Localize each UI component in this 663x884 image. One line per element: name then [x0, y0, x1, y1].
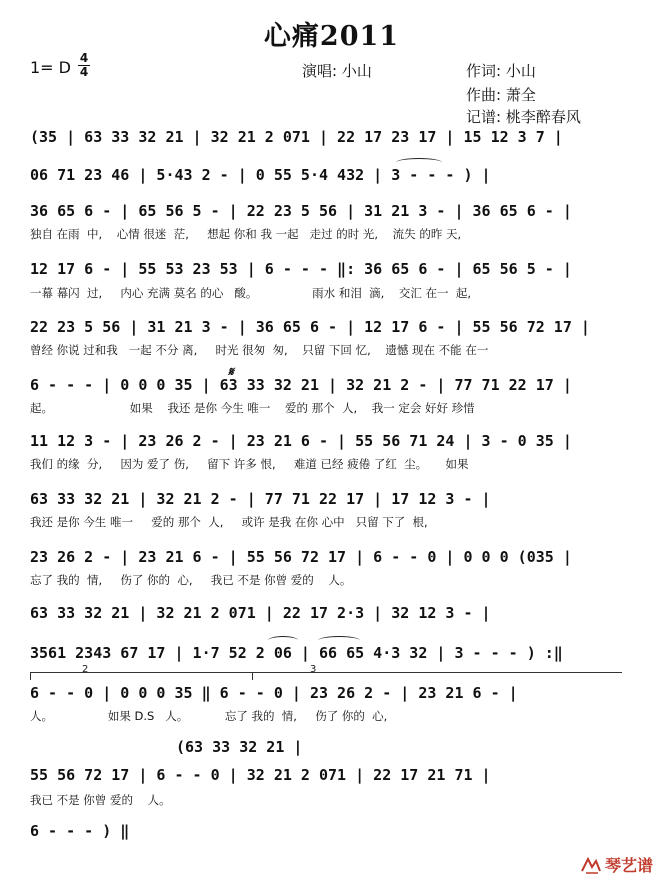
transcriber-credit: 记谱: 桃李醉春风	[466, 108, 581, 126]
score-title: 心痛2011	[263, 21, 400, 52]
system-14-lyrics	[30, 792, 171, 810]
ending-3-bracket	[252, 672, 253, 680]
system-3-notes	[30, 202, 572, 224]
system-12-lyrics-text: 人。 如果 D.S 人。 忘了 我的 情, 伤了 你的 心,	[30, 709, 388, 723]
system-8-lyrics	[30, 514, 428, 532]
system-6-notes-text: 6 - - - | 0 0 0 35 | 63 33 32 21 | 32 21 2 - | 77 71 22 17 |	[30, 376, 572, 394]
system-7-notes-text: 11 12 3 - | 23 26 2 - | 23 21 6 - | 55 56 71 24 | 3 - 0 35 |	[30, 432, 572, 450]
system-14-lyrics-text: 我已 不是 你曾 爱的 人。	[30, 793, 171, 807]
system-2-notes-text: 06 71 23 46 | 5·43 2 - | 0 55 5·4 432 | 3 - - - ) |	[30, 166, 491, 184]
system-3-notes-text: 36 65 6 - | 65 56 5 - | 22 23 5 56 | 31 21 3 - | 36 65 6 - |	[30, 202, 572, 220]
system-6-lyrics	[30, 400, 475, 418]
system-9-lyrics	[30, 572, 351, 590]
system-9-lyrics-text: 忘了 我的 情, 伤了 你的 心, 我已 不是 你曾 爱的 人。	[30, 573, 352, 587]
system-5-lyrics-text: 曾经 你说 过和我 一起 不分 离, 时光 很匆 匆, 只留 下回 忆, 遗憾 现在 不能 在一	[30, 343, 489, 357]
system-6-notes	[30, 376, 572, 398]
system-4-notes	[30, 260, 572, 282]
watermark-text: 琴艺谱	[604, 856, 653, 875]
time-signature-top: 4	[79, 51, 89, 65]
system-1-notes	[30, 128, 563, 150]
system-8-notes	[30, 490, 491, 512]
system-5-notes-text: 22 23 5 56 | 31 21 3 - | 36 65 6 - | 12 17 6 - | 55 56 72 17 |	[30, 318, 590, 336]
system-11-notes	[30, 644, 563, 666]
system-13-notes	[176, 738, 302, 760]
system-15-notes	[30, 822, 129, 844]
segno-sign: 𝄋	[228, 365, 234, 380]
ending-2-label: 2	[82, 664, 89, 675]
system-9-notes-text: 23 26 2 - | 23 21 6 - | 55 56 72 17 | 6 - - 0 | 0 0 0 (035 |	[30, 548, 572, 566]
tie-arc	[396, 158, 442, 167]
system-7-notes	[30, 432, 572, 454]
system-9-notes	[30, 548, 572, 570]
system-15-notes-text: 6 - - - ) ‖	[30, 822, 130, 840]
system-13-notes-text: (63 33 32 21 |	[176, 738, 303, 756]
system-14-notes-text: 55 56 72 17 | 6 - - 0 | 32 21 2 071 | 22 17 21 71 |	[30, 766, 491, 784]
key-signature: 1= D	[30, 58, 71, 77]
system-4-lyrics-text: 一幕 幕闪 过, 内心 充满 莫名 的心 酸。 雨水 和泪 滴, 交汇 在一 起,	[30, 286, 472, 300]
system-8-notes-text: 63 33 32 21 | 32 21 2 - | 77 71 22 17 | 17 12 3 - |	[30, 490, 491, 508]
time-signature-bottom: 4	[79, 65, 89, 79]
ending-3-label: 3	[310, 664, 317, 675]
ending-1-bracket	[30, 672, 31, 680]
system-4-lyrics	[30, 285, 471, 303]
system-12-notes-text: 6 - - 0 | 0 0 0 35 ‖ 6 - - 0 | 23 26 2 - | 23 21 6 - |	[30, 684, 518, 702]
system-11-notes-text: 3561 2343 67 17 | 1·7 52 2 06 | 66 65 4·3 32 | 3 - - - ) :‖	[30, 644, 563, 662]
system-14-notes	[30, 766, 491, 788]
system-5-lyrics	[30, 342, 488, 360]
system-12-lyrics	[30, 708, 387, 726]
system-1-notes-text: (35 | 63 33 32 21 | 32 21 2 071 | 22 17 23 17 | 15 12 3 7 |	[30, 128, 563, 146]
system-7-lyrics	[30, 456, 468, 474]
ending-1-line	[30, 672, 275, 673]
system-5-notes	[30, 318, 590, 340]
lyricist-credit: 作词: 小山	[466, 62, 536, 80]
watermark	[580, 853, 653, 876]
system-8-lyrics-text: 我还 是你 今生 唯一 爱的 那个 人, 或许 是我 在你 心中 只留 下了 根,	[30, 515, 428, 529]
piano-logo-icon	[580, 855, 602, 875]
system-3-lyrics	[30, 226, 461, 244]
ending-3-line	[252, 672, 622, 673]
system-6-lyrics-text: 起。 如果 我还 是你 今生 唯一 爱的 那个 人, 我一 定会 好好 珍惜	[30, 401, 475, 415]
system-4-notes-text: 12 17 6 - | 55 53 23 53 | 6 - - - ‖: 36 65 6 - | 65 56 5 - |	[30, 260, 572, 278]
system-2-notes	[30, 166, 491, 188]
composer-credit: 作曲: 萧全	[466, 86, 536, 104]
time-signature	[78, 52, 90, 79]
system-3-lyrics-text: 独自 在雨 中, 心情 很迷 茫, 想起 你和 我 一起 走过 的时 光, 流失 的昨 天,	[30, 227, 462, 241]
system-10-notes-text: 63 33 32 21 | 32 21 2 071 | 22 17 2·3 | 32 12 3 - |	[30, 604, 491, 622]
system-10-notes	[30, 604, 491, 626]
system-12-notes	[30, 684, 518, 706]
system-7-lyrics-text: 我们 的缘 分, 因为 爱了 伤, 留下 许多 恨, 难道 已经 疲倦 了红 尘。 如果	[30, 457, 469, 471]
singer-credit: 演唱: 小山	[302, 62, 372, 80]
